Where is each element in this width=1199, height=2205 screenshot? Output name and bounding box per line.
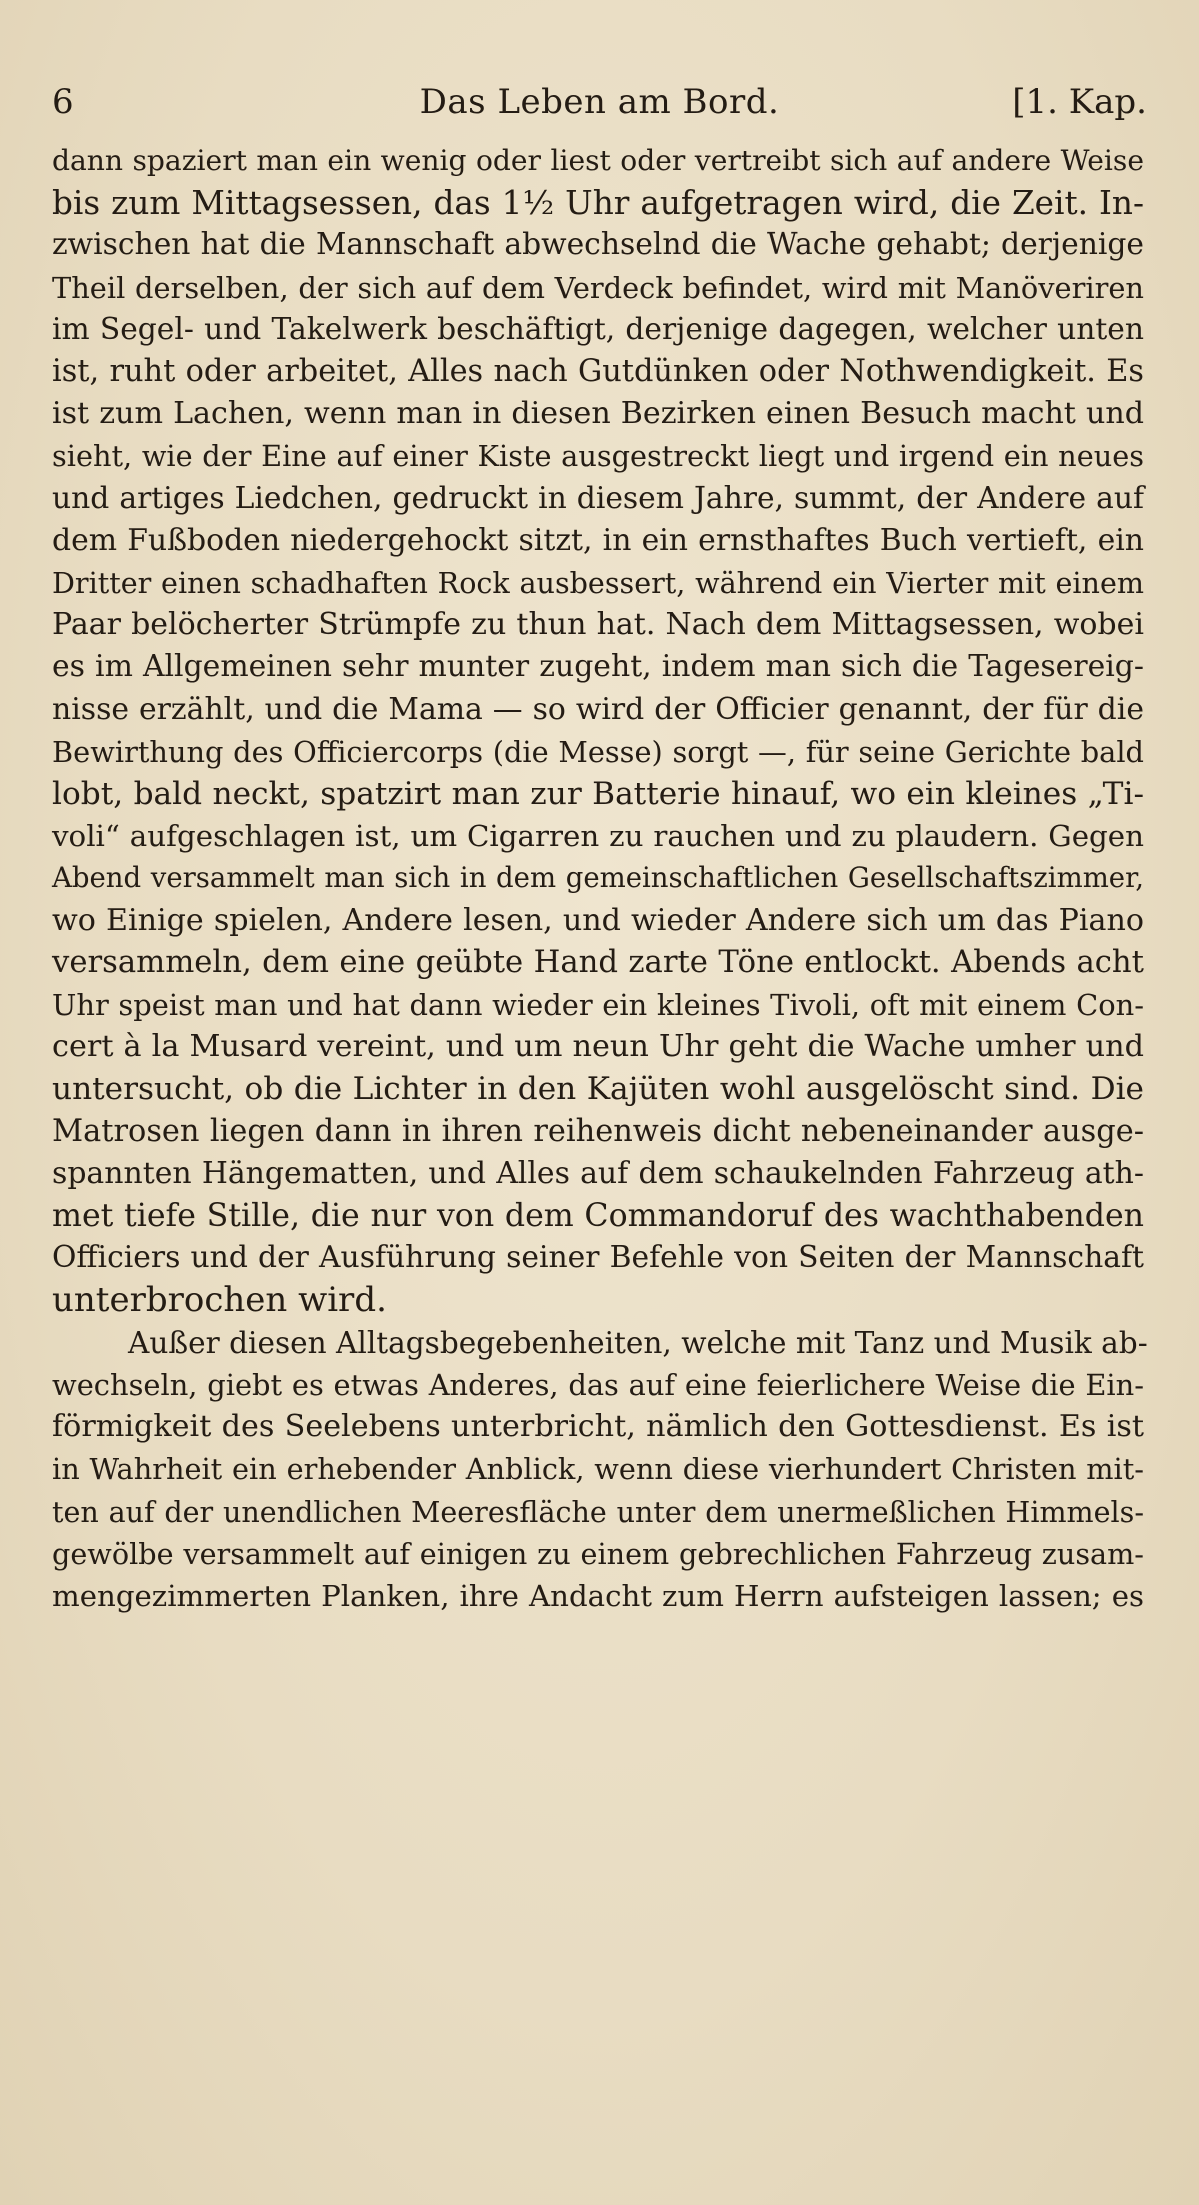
running-head: [52, 78, 1147, 126]
text-line: wo Einige spielen, Andere lesen, und wieder Andere sich um das Piano: [52, 902, 1144, 938]
running-title: Das Leben am Bord.: [419, 82, 780, 122]
text-line: Paar belöcherter Strümpfe zu thun hat. Nach dem Mittagsessen, wobei: [52, 607, 1144, 643]
text-line: spannten Hängematten, und Alles auf dem schaukelnden Fahrzeug ath-: [52, 1155, 1144, 1191]
body-text: [52, 140, 1148, 1617]
text-line: lobt, bald neckt, spatzirt man zur Batterie hinauf, wo ein kleines „Ti-: [52, 776, 1144, 813]
text-line: Officiers und der Ausführung seiner Befehle von Seiten der Mannschaft: [52, 1240, 1144, 1276]
text-line: ten auf der unendlichen Meeresfläche unter dem unermeßlichen Himmels-: [52, 1494, 1144, 1529]
text-line: Matrosen liegen dann in ihren reihenweis dicht nebeneinander ausge-: [52, 1113, 1144, 1149]
text-line: gewölbe versammelt auf einigen zu einem gebrechlichen Fahrzeug zusam-: [52, 1536, 1144, 1571]
text-line: Uhr speist man und hat dann wieder ein kleines Tivoli, oft mit einem Con-: [52, 988, 1144, 1023]
text-line: Bewirthung des Officiercorps (die Messe) sorgt —, für seine Gerichte bald: [52, 734, 1144, 769]
page-number: 6: [52, 82, 74, 122]
text-line: es im Allgemeinen sehr munter zugeht, indem man sich die Tagesereig-: [52, 649, 1144, 685]
text-line: voli“ aufgeschlagen ist, um Cigarren zu rauchen und zu plaudern. Gegen: [52, 819, 1144, 854]
text-line: Theil derselben, der sich auf dem Verdeck befindet, wird mit Manöveriren: [52, 270, 1144, 305]
text-line: zwischen hat die Mannschaft abwechselnd die Wache gehabt; derjenige: [52, 227, 1144, 263]
text-line: Abend versammelt man sich in dem gemeinschaftlichen Gesellschaftszimmer,: [52, 862, 1144, 895]
text-line: dann spaziert man ein wenig oder liest oder vertreibt sich auf andere Weise: [52, 144, 1144, 177]
text-line: förmigkeit des Seelebens unterbricht, nämlich den Gottesdienst. Es ist: [52, 1409, 1144, 1445]
text-line: wechseln, giebt es etwas Anderes, das auf eine feierlichere Weise die Ein-: [52, 1367, 1144, 1402]
text-line: cert à la Musard vereint, und um neun Uhr geht die Wache umher und: [52, 1029, 1144, 1065]
chapter-reference: [1. Kap.: [1012, 82, 1147, 122]
text-line: Dritter einen schadhaften Rock ausbessert, während ein Vierter mit einem: [52, 566, 1144, 601]
text-line: im Segel- und Takelwerk beschäftigt, derjenige dagegen, welcher unten: [52, 311, 1144, 347]
text-line: dem Fußboden niedergehockt sitzt, in ein ernsthaftes Buch vertieft, ein: [52, 522, 1144, 558]
text-line: mengezimmerten Planken, ihre Andacht zum Herrn aufsteigen lassen; es: [52, 1578, 1144, 1613]
text-line: untersucht, ob die Lichter in den Kajüten wohl ausgelöscht sind. Die: [52, 1071, 1144, 1108]
text-line: und artiges Liedchen, gedruckt in diesem Jahre, summt, der Andere auf: [52, 480, 1144, 516]
text-line: versammeln, dem eine geübte Hand zarte Töne entlockt. Abends acht: [52, 944, 1144, 980]
paragraph-start-line: Außer diesen Alltagsbegebenheiten, welche mit Tanz und Musik ab-: [128, 1325, 1148, 1360]
text-line: ist, ruht oder arbeitet, Alles nach Gutdünken oder Nothwendigkeit. Es: [52, 354, 1144, 390]
text-line: in Wahrheit ein erhebender Anblick, wenn diese vierhundert Christen mit-: [52, 1452, 1144, 1487]
text-line: ist zum Lachen, wenn man in diesen Bezirken einen Besuch macht und: [52, 396, 1144, 432]
text-line: bis zum Mittagsessen, das 1½ Uhr aufgetragen wird, die Zeit. In-: [52, 184, 1144, 223]
text-line: nisse erzählt, und die Mama — so wird der Officier genannt, der für die: [52, 691, 1144, 727]
text-line: met tiefe Stille, die nur von dem Commandoruf des wachthabenden: [52, 1198, 1144, 1235]
text-line: sieht, wie der Eine auf einer Kiste ausgestreckt liegt und irgend ein neues: [52, 439, 1144, 474]
paragraph-end-line: unterbrochen wird.: [52, 1280, 387, 1321]
